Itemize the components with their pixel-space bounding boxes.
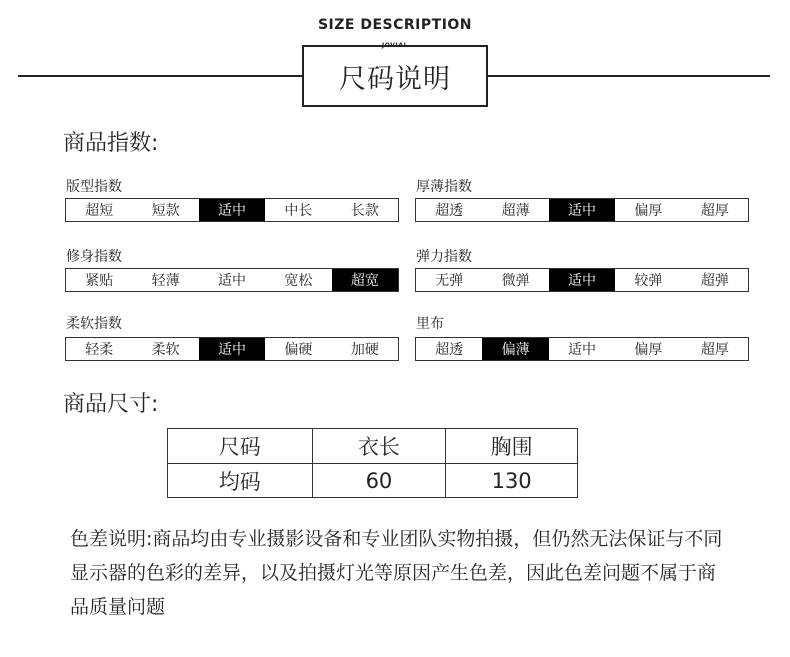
index-scale [415,198,749,222]
scale-option: 超透 [435,342,464,358]
index-label: 版型指数 [66,179,122,195]
note-line: 显示器的色彩的差异，以及拍摄灯光等原因产生色差，因此色差问题不属于商 [70,562,717,584]
header-box-title: 尺码说明 [339,63,451,95]
header-divider-left [18,75,303,77]
scale-option: 轻柔 [85,342,114,358]
scale-option: 短款 [151,203,180,219]
scale-option: 柔软 [151,342,180,358]
note-line: 色差说明:商品均由专业摄影设备和专业团队实物拍摄，但仍然无法保证与不同 [70,528,723,550]
column-header-chest: 胸围 [446,429,578,464]
scale-option: 超薄 [501,203,530,219]
scale-option: 超透 [435,203,464,219]
header-title-box [302,45,488,107]
index-label: 柔软指数 [66,316,122,332]
scale-option: 较弹 [634,273,663,289]
index-scale [65,337,399,361]
scale-option: 适中 [218,273,247,289]
cell-chest: 130 [446,464,578,498]
note-line: 品质量问题 [70,596,166,618]
scale-option: 无弹 [435,273,464,289]
scale-option: 轻薄 [151,273,180,289]
scale-option-selected: 适中 [199,199,265,221]
scale-option: 超短 [85,203,114,219]
index-label: 弹力指数 [416,249,472,265]
scale-option: 超厚 [700,342,729,358]
scale-option: 宽松 [284,273,313,289]
scale-option: 紧贴 [85,273,114,289]
index-label: 厚薄指数 [416,179,472,195]
product-size-title: 商品尺寸: [63,392,159,417]
scale-option: 超厚 [700,203,729,219]
scale-option: 中长 [284,203,313,219]
index-label: 里布 [416,316,444,332]
column-header-length: 衣长 [312,429,446,464]
scale-option-selected: 适中 [549,269,615,291]
scale-option-selected: 偏薄 [482,338,548,360]
scale-option: 微弹 [501,273,530,289]
scale-option: 长款 [350,203,379,219]
table-header-row [168,429,578,464]
brand-subtitle: JOVIAL [381,42,409,49]
table-row [168,464,578,498]
color-difference-note [70,522,760,624]
size-table [167,428,578,498]
index-scale [65,268,399,292]
scale-option-selected: 适中 [549,199,615,221]
scale-option-selected: 超宽 [332,269,398,291]
column-header-size: 尺码 [168,429,313,464]
size-description-title: SIZE DESCRIPTION [317,17,473,33]
scale-option: 偏厚 [634,203,663,219]
cell-size: 均码 [168,464,313,498]
index-scale [65,198,399,222]
scale-option-selected: 适中 [199,338,265,360]
index-label: 修身指数 [66,249,122,265]
scale-option: 偏厚 [634,342,663,358]
index-scale [415,268,749,292]
scale-option: 加硬 [350,342,379,358]
product-index-title: 商品指数: [63,131,159,156]
scale-option: 超弹 [700,273,729,289]
header-divider-right [487,75,770,77]
scale-option: 适中 [568,342,597,358]
scale-option: 偏硬 [284,342,313,358]
cell-length: 60 [312,464,446,498]
index-scale [415,337,749,361]
